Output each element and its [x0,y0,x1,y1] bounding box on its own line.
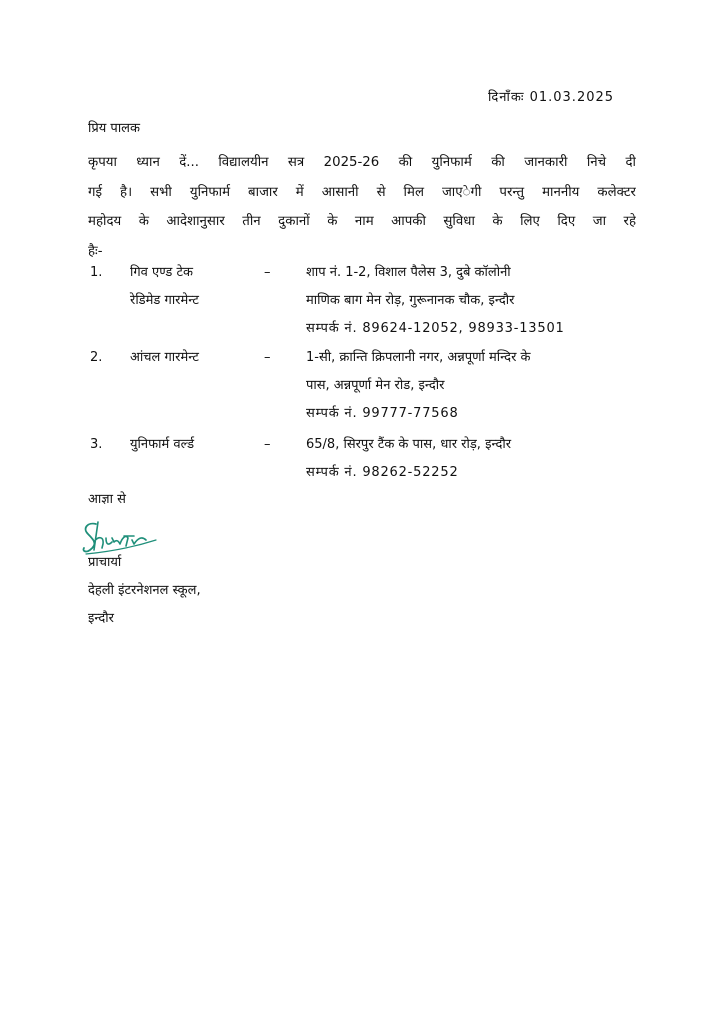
shop-number: 1. [90,265,103,280]
shop-contact: सम्पर्क नं. 89624-12052, 98933-13501 [306,321,565,336]
signature-image [76,518,168,556]
body-line: महोदय के आदेशानुसार तीन दुकानों के नाम आपकी सुविधा के लिए दिए जा रहे [88,214,636,229]
shop-address: शाप नं. 1-2, विशाल पैलेस 3, दुबे कॉलोनी [306,265,511,280]
body-line: गई है। सभी युनिफार्म बाजार में आसानी से मिल जाएेगी परन्तु माननीय कलेक्टर [88,184,636,200]
shop-address: पास, अन्नपूर्णा मेन रोड, इन्दौर [306,378,445,393]
shop-address: 65/8, सिरपुर टैंक के पास, धार रोड़, इन्दौर [306,437,512,452]
separator-dash: – [264,437,271,452]
shop-address: माणिक बाग मेन रोड़, गुरूनानक चौक, इन्दौर [306,293,515,308]
shop-contact: सम्पर्क नं. 99777-77568 [306,406,459,421]
closing-text: आज्ञा से [88,492,126,507]
signatory-title: प्राचार्या [88,555,122,570]
shop-contact: सम्पर्क नं. 98262-52252 [306,465,459,480]
shop-number: 3. [90,437,103,452]
separator-dash: – [264,350,271,365]
school-name: देहली इंटरनेशनल स्कूल, [88,583,201,598]
shop-name: युनिफार्म वर्ल्ड [130,437,195,452]
body-paragraph [88,148,636,266]
greeting: प्रिय पालक [88,121,140,136]
shop-number: 2. [90,350,103,365]
shop-name: गिव एण्ड टेक [130,265,194,280]
letter-date: दिनाँकः 01.03.2025 [488,90,615,105]
separator-dash: – [264,265,271,280]
school-city: इन्दौर [88,611,114,626]
body-line: हैः- [88,243,103,259]
shop-address: 1-सी, क्रान्ति क्रिपलानी नगर, अन्नपूर्णा मन्दिर के [306,350,531,365]
shop-name: रेडिमेड गारमेन्ट [130,293,199,308]
body-line: कृपया ध्यान दें... विद्यालयीन सत्र 2025-26 की युनिफार्म की जानकारी निचे दी [88,155,636,170]
shop-name: आंचल गारमेन्ट [130,350,199,365]
